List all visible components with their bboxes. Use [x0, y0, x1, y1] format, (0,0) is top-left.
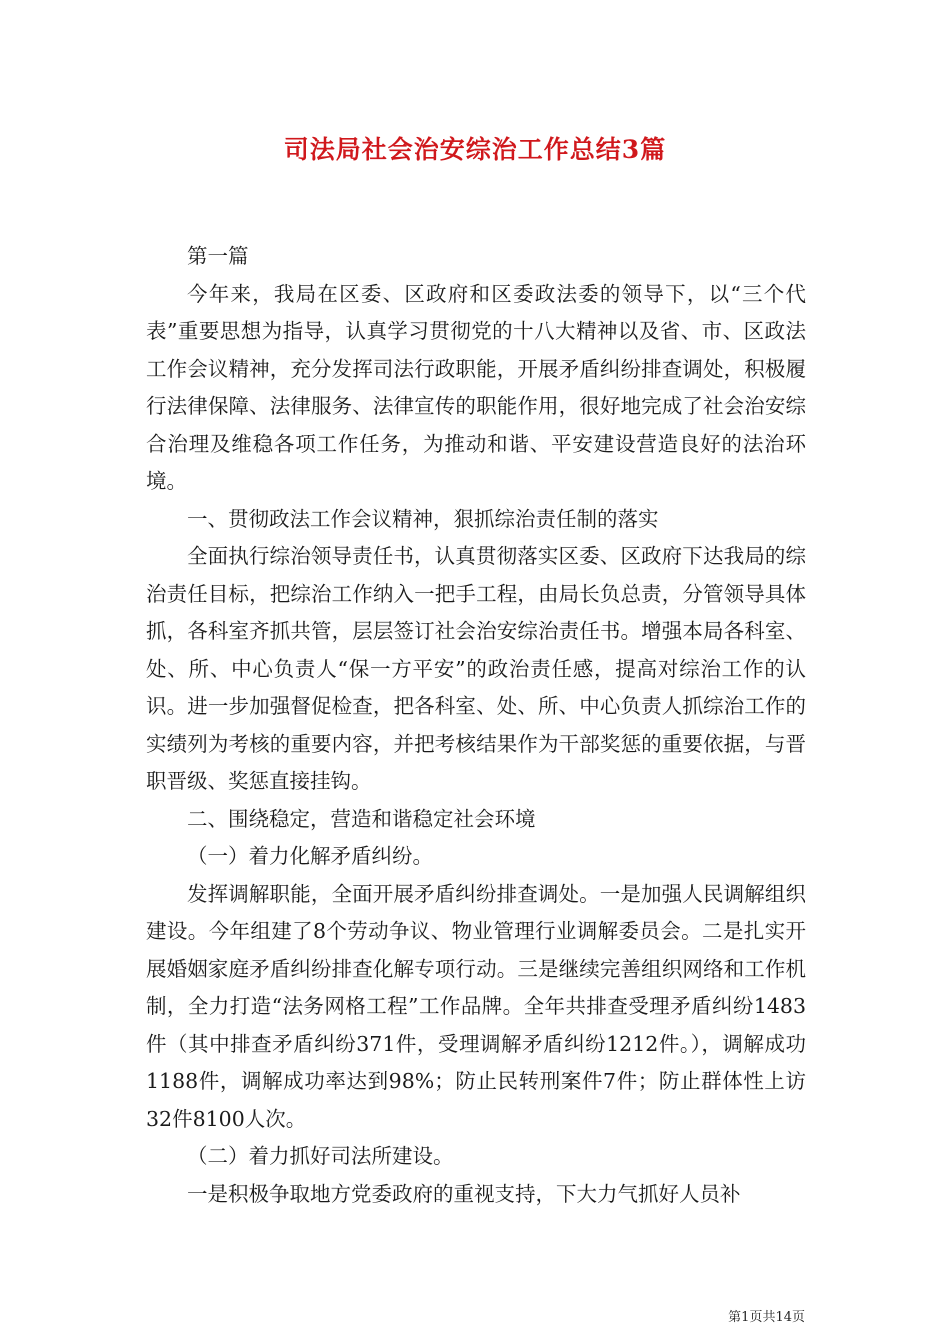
subsection-heading: （一）着力化解矛盾纠纷。 — [187, 844, 433, 868]
section-heading: 二、围绕稳定，营造和谐稳定社会环境 — [187, 806, 536, 831]
section-heading: 一、贯彻政法工作会议精神，狠抓综治责任制的落实 — [187, 506, 659, 531]
subsection-heading: （二）着力抓好司法所建设。 — [187, 1144, 454, 1168]
body-paragraph: 发挥调解职能，全面开展矛盾纠纷排查调处。一是加强人民调解组织建设。今年组建了8个劳动争议、物业管理行业调解委员会。二是扎实开展婚姻家庭矛盾纠纷排查化解专项行动。三是继续完善组织网络和工作机制，全力打造“法务网格工程”工作品牌。全年共排查受理矛盾纠纷1483件（其中排查矛盾纠纷371件，受理调解矛盾纠纷1212件。），调解成功1188件，调解成功率达到98%；防止民转刑案件7件；防止群体性上访32件8100人次。 — [146, 881, 806, 1131]
body-paragraph: 全面执行综治领导责任书，认真贯彻落实区委、区政府下达我局的综治责任目标，把综治工作纳入一把手工程，由局长负总责，分管领导具体抓，各科室齐抓共管，层层签订社会治安综治责任书。增强本局各科室、处、所、中心负责人“保一方平安”的政治责任感，提高对综治工作的认识。进一步加强督促检查，把各科室、处、所、中心负责人抓综治工作的实绩列为考核的重要内容，并把考核结果作为干部奖惩的重要依据，与晋职晋级、奖惩直接挂钩。 — [146, 544, 806, 793]
document-title: 司法局社会治安综治工作总结3篇 — [283, 135, 667, 164]
section-label: 第一篇 — [187, 244, 249, 268]
body-paragraph: 一是积极争取地方党委政府的重视支持，下大力气抓好人员补 — [187, 1181, 741, 1206]
page-number: 第1页共14页 — [728, 1310, 805, 1325]
document-body — [146, 238, 806, 1213]
body-paragraph: 今年来，我局在区委、区政府和区委政法委的领导下，以“三个代表”重要思想为指导，认真学习贯彻党的十八大精神以及省、市、区政法工作会议精神，充分发挥司法行政职能，开展矛盾纠纷排查调处，积极履行法律保障、法律服务、法律宣传的职能作用，很好地完成了社会治安综合治理及维稳各项工作任务，为推动和谐、平安建设营造良好的法治环境。 — [146, 281, 806, 493]
